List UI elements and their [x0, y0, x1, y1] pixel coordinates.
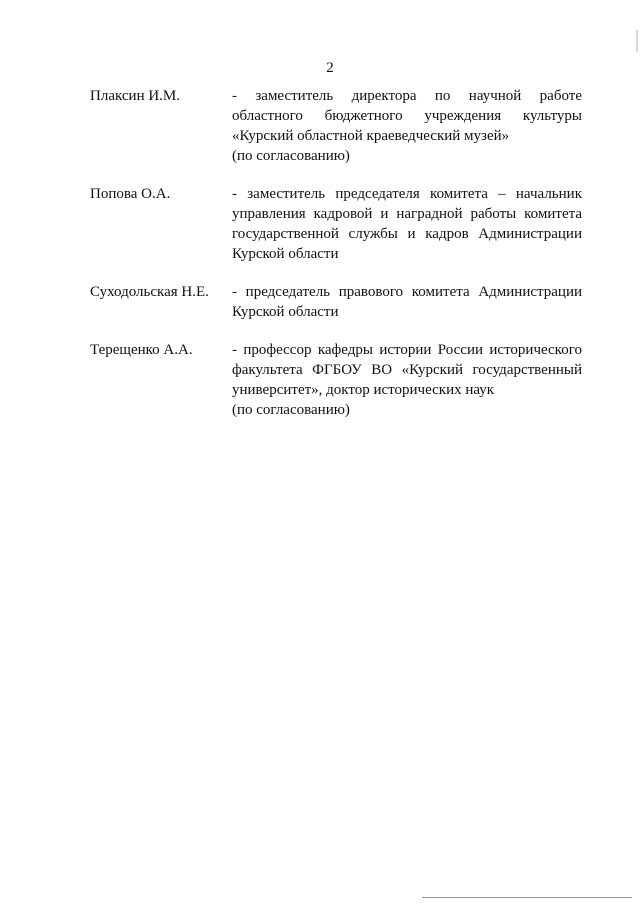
list-item	[90, 184, 582, 264]
footer-rule	[422, 897, 632, 898]
list-item	[90, 282, 582, 322]
scan-edge-mark	[636, 30, 638, 52]
commission-list	[90, 86, 582, 438]
member-name: Суходольская Н.Е.	[90, 284, 209, 300]
page-number: 2	[326, 60, 334, 76]
member-position: - профессор кафедры истории России исторического факультета ФГБОУ ВО «Курский государственный университет», доктор исторических наук (по согласованию)	[232, 342, 582, 418]
member-position: - председатель правового комитета Администрации Курской области	[232, 284, 582, 320]
member-position: - заместитель председателя комитета – начальник управления кадровой и наградной работы комитета государственной службы и кадров Администрации Курской области	[232, 186, 582, 262]
list-item	[90, 86, 582, 166]
member-name: Плаксин И.М.	[90, 88, 181, 104]
member-name: Попова О.А.	[90, 186, 171, 202]
list-item	[90, 340, 582, 420]
member-name: Терещенко А.А.	[90, 342, 193, 358]
member-position: - заместитель директора по научной работе областного бюджетного учреждения культуры «Курский областной краеведческий музей» (по согласованию)	[232, 88, 582, 164]
